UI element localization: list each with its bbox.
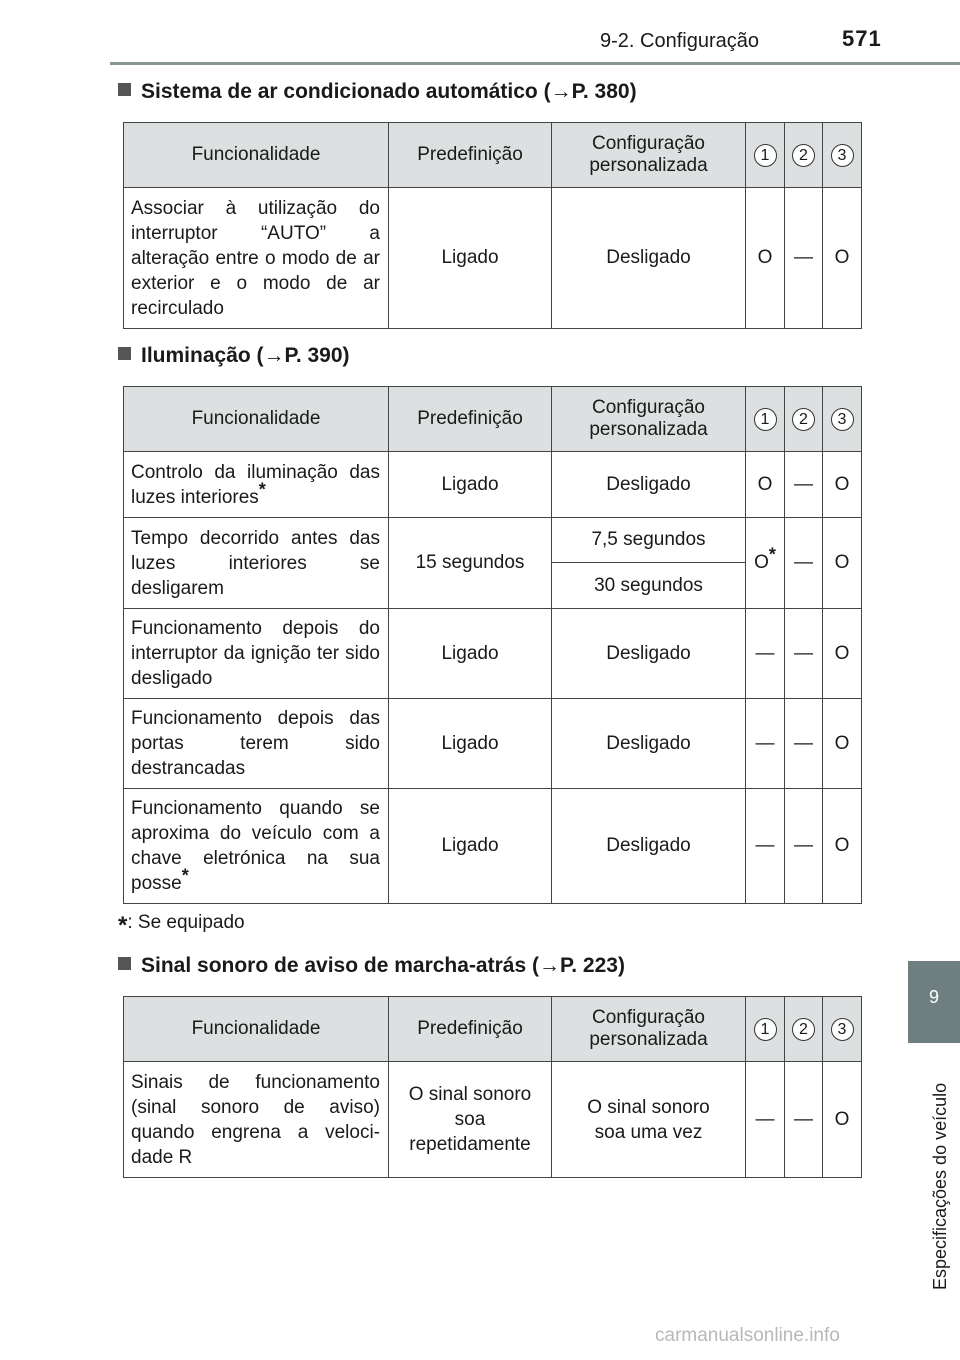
table-header: [124, 123, 862, 188]
table-header: [124, 997, 862, 1062]
section1-heading: Sistema de ar condicionado automático (→P. 380): [118, 80, 637, 104]
square-bullet-icon: [118, 957, 131, 970]
watermark: carmanualsonline.info: [655, 1325, 840, 1346]
circled-number-3: 3: [831, 144, 854, 167]
circled-number-1: 1: [754, 144, 777, 167]
circled-number-3: 3: [831, 1018, 854, 1041]
col-custom: Configuração personalizada: [552, 997, 746, 1062]
section-title: 9-2. Configuração: [600, 30, 759, 52]
reverse-buzzer-table: [123, 996, 862, 1178]
table-row: Funcionamento quando se aproxima do veículo com a chave eletrónica na sua posse* Ligado Desligado — — O: [124, 789, 862, 904]
col-default: Predefinição: [389, 123, 552, 188]
circled-number-2: 2: [792, 144, 815, 167]
square-bullet-icon: [118, 83, 131, 96]
section2-heading: Iluminação (→P. 390): [118, 344, 350, 368]
col-functionality: Funcionalidade: [124, 123, 389, 188]
footnote-marker: *: [258, 479, 266, 500]
table-row: Funcionamento depois do interruptor da ignição ter sido desligado Ligado Desligado — — O: [124, 609, 862, 699]
circled-number-3: 3: [831, 408, 854, 431]
table-row: Sinais de funcionamento (sinal sonoro de aviso) quando engrena a veloci-dade R O sinal sonoro soa repetidamente O sinal sonoro soa uma vez — — O: [124, 1062, 862, 1178]
section3-heading: Sinal sonoro de aviso de marcha-atrás (→P. 223): [118, 954, 625, 978]
footnote-marker: *: [768, 544, 776, 565]
table-header: [124, 387, 862, 452]
circled-number-2: 2: [792, 408, 815, 431]
lighting-settings-table: [123, 386, 862, 904]
circled-number-2: 2: [792, 1018, 815, 1041]
header-rule: [110, 62, 960, 65]
table-row: Funcionamento depois das portas terem sido destrancadas Ligado Desligado — — O: [124, 699, 862, 789]
ac-settings-table: [123, 122, 862, 329]
circled-number-1: 1: [754, 1018, 777, 1041]
footnote-marker: *: [181, 865, 189, 886]
col-default: Predefinição: [389, 997, 552, 1062]
col-custom: Configuração personalizada: [552, 387, 746, 452]
table-row: Associar à utilização do interruptor “AUTO” a alteração entre o modo de ar exterior e o modo de ar recirculado Ligado Desligado O — O: [124, 188, 862, 329]
col-functionality: Funcionalidade: [124, 387, 389, 452]
chapter-title: Especificações do veículo: [930, 1082, 950, 1290]
circled-number-1: 1: [754, 408, 777, 431]
table-row: 30 segundos: [124, 563, 862, 609]
footnote: *: Se equipado: [118, 912, 245, 939]
chapter-tab: 9: [908, 961, 960, 1043]
col-default: Predefinição: [389, 387, 552, 452]
table-row: Controlo da iluminação das luzes interiores* Ligado Desligado O — O: [124, 452, 862, 518]
col-functionality: Funcionalidade: [124, 997, 389, 1062]
table-row: Tempo decorrido antes das luzes interiores se desligarem 15 segundos 7,5 segundos O* — O: [124, 518, 862, 563]
page-number: 571: [842, 26, 882, 51]
square-bullet-icon: [118, 347, 131, 360]
col-custom: Configuração personalizada: [552, 123, 746, 188]
